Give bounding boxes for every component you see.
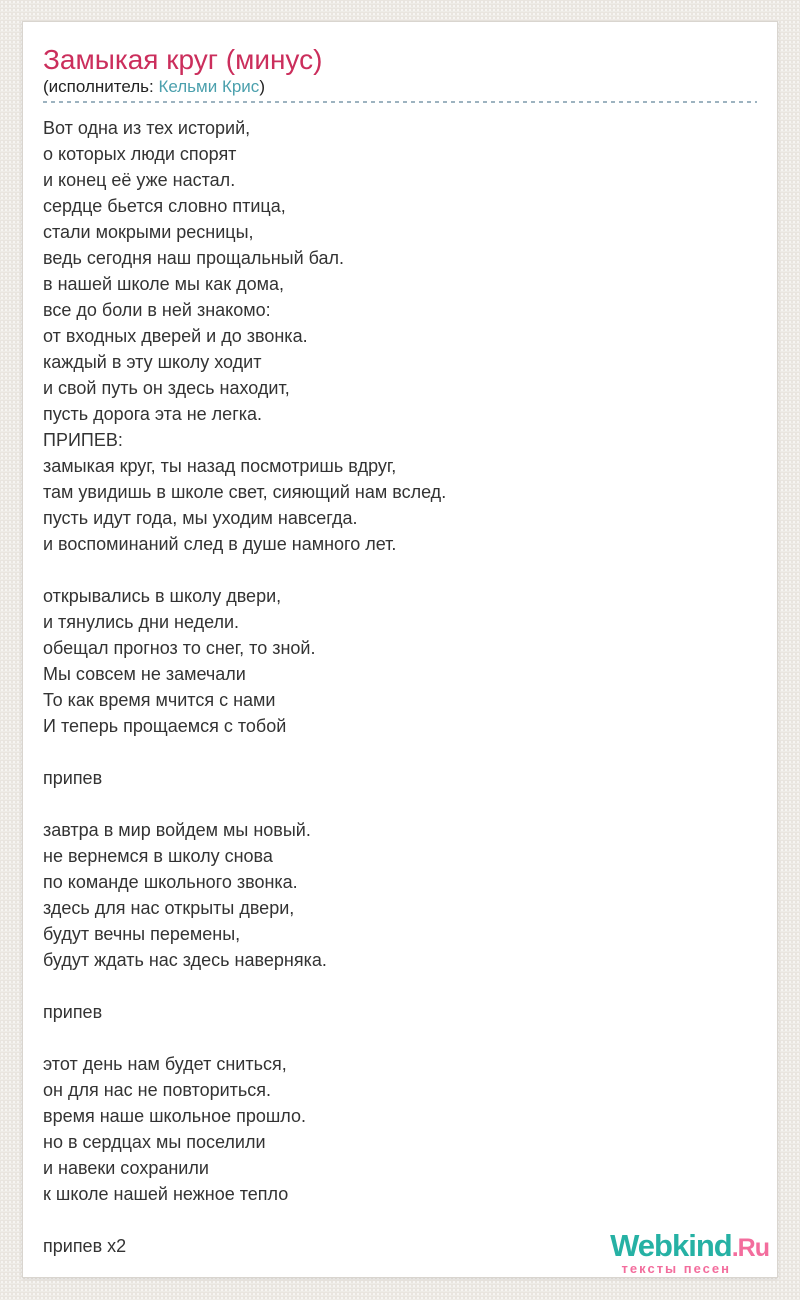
lyric-line: Мы совсем не замечали — [43, 664, 246, 684]
lyric-line: и навеки сохранили — [43, 1158, 209, 1178]
lyric-line: он для нас не повториться. — [43, 1080, 272, 1100]
site-logo-name: Webkind — [610, 1228, 732, 1263]
lyric-line: То как время мчится с нами — [43, 690, 276, 710]
lyric-line: не вернемся в школу снова — [43, 846, 273, 866]
artist-line — [43, 77, 757, 97]
lyric-line — [43, 1025, 757, 1051]
lyric-line: от входных дверей и до звонка. — [43, 326, 308, 346]
lyric-line: там увидишь в школе свет, сияющий нам вслед. — [43, 482, 447, 502]
lyric-line: ведь сегодня наш прощальный бал. — [43, 248, 345, 268]
lyric-line: замыкая круг, ты назад посмотришь вдруг, — [43, 456, 397, 476]
site-logo[interactable] — [610, 1230, 769, 1275]
lyric-line: будут ждать нас здесь наверняка. — [43, 950, 327, 970]
lyric-line — [43, 739, 757, 765]
site-logo-tagline: тексты песен — [621, 1261, 731, 1276]
dotted-separator — [43, 101, 757, 103]
lyric-line: и воспоминаний след в душе намного лет. — [43, 534, 397, 554]
lyrics-card — [22, 21, 778, 1278]
lyric-line — [43, 973, 757, 999]
site-logo-domain: .Ru — [731, 1234, 769, 1262]
lyric-line: обещал прогноз то снег, то зной. — [43, 638, 316, 658]
lyric-line — [43, 557, 757, 583]
lyric-line: и свой путь он здесь находит, — [43, 378, 290, 398]
artist-prefix: (исполнитель: — [43, 77, 159, 96]
lyric-line — [43, 791, 757, 817]
lyric-line: будут вечны перемены, — [43, 924, 241, 944]
lyric-line: ПРИПЕВ: — [43, 430, 123, 450]
lyric-line: все до боли в ней знакомо: — [43, 300, 271, 320]
lyric-line: этот день нам будет сниться, — [43, 1054, 287, 1074]
lyric-line: пусть дорога эта не легка. — [43, 404, 263, 424]
lyric-line: к школе нашей нежное тепло — [43, 1184, 289, 1204]
lyrics — [43, 115, 757, 1259]
lyric-line: здесь для нас открыты двери, — [43, 898, 295, 918]
lyric-line: о которых люди спорят — [43, 144, 237, 164]
card-content — [23, 22, 777, 1259]
lyric-line: припев х2 — [43, 1236, 127, 1256]
lyric-line: но в сердцах мы поселили — [43, 1132, 266, 1152]
lyric-line: каждый в эту школу ходит — [43, 352, 262, 372]
page-title: Замыкая круг (минус) — [43, 44, 323, 75]
lyric-line: и конец её уже настал. — [43, 170, 236, 190]
lyric-line: по команде школьного звонка. — [43, 872, 298, 892]
lyric-line: открывались в школу двери, — [43, 586, 282, 606]
site-logo-wordmark — [610, 1230, 769, 1261]
artist-link[interactable]: Кельми Крис — [158, 77, 260, 96]
lyric-line: припев — [43, 768, 103, 788]
lyric-line: И теперь прощаемся с тобой — [43, 716, 287, 736]
lyric-line: пусть идут года, мы уходим навсегда. — [43, 508, 358, 528]
artist-suffix: ) — [259, 77, 265, 96]
lyric-line: и тянулись дни недели. — [43, 612, 240, 632]
lyric-line: припев — [43, 1002, 103, 1022]
lyric-line: сердце бьется словно птица, — [43, 196, 286, 216]
lyric-line: стали мокрыми ресницы, — [43, 222, 254, 242]
lyric-line: Вот одна из тех историй, — [43, 118, 251, 138]
lyric-line: завтра в мир войдем мы новый. — [43, 820, 311, 840]
lyric-line: время наше школьное прошло. — [43, 1106, 307, 1126]
lyric-line: в нашей школе мы как дома, — [43, 274, 285, 294]
